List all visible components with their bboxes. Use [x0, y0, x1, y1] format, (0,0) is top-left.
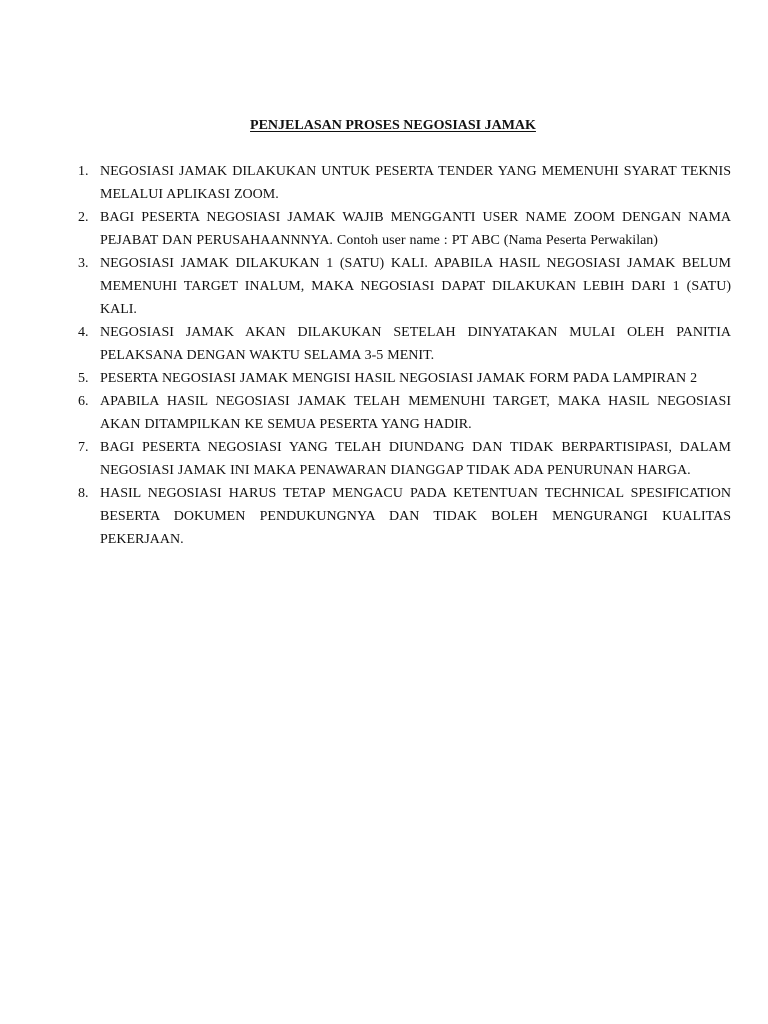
item-text: BAGI PESERTA NEGOSIASI JAMAK WAJIB MENGGANTI USER NAME ZOOM DENGAN NAMA PEJABAT DAN PERUSAHAANNNYA. Contoh user name : PT ABC (Nama Peserta Perwakilan) — [100, 210, 731, 248]
numbered-list — [78, 160, 731, 551]
item-number: 4. — [78, 325, 89, 340]
item-number: 8. — [78, 486, 89, 501]
item-text: PESERTA NEGOSIASI JAMAK MENGISI HASIL NEGOSIASI JAMAK FORM PADA LAMPIRAN 2 — [100, 371, 698, 386]
list-item — [78, 206, 731, 252]
list-item — [78, 436, 731, 482]
item-number: 1. — [78, 164, 89, 179]
item-number: 7. — [78, 440, 89, 455]
list-item — [78, 482, 731, 551]
list-item — [78, 252, 731, 321]
item-number: 3. — [78, 256, 89, 271]
item-number: 5. — [78, 371, 89, 386]
list-item — [78, 321, 731, 367]
item-number: 2. — [78, 210, 89, 225]
list-item — [78, 160, 731, 206]
item-text: HASIL NEGOSIASI HARUS TETAP MENGACU PADA KETENTUAN TECHNICAL SPESIFICATION BESERTA DOKUMEN PENDUKUNGNYA DAN TIDAK BOLEH MENGURANGI KUALITAS PEKERJAAN. — [100, 486, 731, 547]
item-text: BAGI PESERTA NEGOSIASI YANG TELAH DIUNDANG DAN TIDAK BERPARTISIPASI, DALAM NEGOSIASI JAMAK INI MAKA PENAWARAN DIANGGAP TIDAK ADA PENURUNAN HARGA. — [100, 440, 731, 478]
item-text: NEGOSIASI JAMAK DILAKUKAN 1 (SATU) KALI. APABILA HASIL NEGOSIASI JAMAK BELUM MEMENUHI TARGET INALUM, MAKA NEGOSIASI DAPAT DILAKUKAN LEBIH DARI 1 (SATU) KALI. — [100, 256, 731, 317]
item-number: 6. — [78, 394, 89, 409]
item-text: APABILA HASIL NEGOSIASI JAMAK TELAH MEMENUHI TARGET, MAKA HASIL NEGOSIASI AKAN DITAMPILKAN KE SEMUA PESERTA YANG HADIR. — [100, 394, 731, 432]
item-text: NEGOSIASI JAMAK AKAN DILAKUKAN SETELAH DINYATAKAN MULAI OLEH PANITIA PELAKSANA DENGAN WAKTU SELAMA 3-5 MENIT. — [100, 325, 731, 363]
list-item — [78, 367, 731, 390]
document-title: PENJELASAN PROSES NEGOSIASI JAMAK — [250, 118, 536, 133]
item-text: NEGOSIASI JAMAK DILAKUKAN UNTUK PESERTA TENDER YANG MEMENUHI SYARAT TEKNIS MELALUI APLIKASI ZOOM. — [100, 164, 731, 202]
list-item — [78, 390, 731, 436]
